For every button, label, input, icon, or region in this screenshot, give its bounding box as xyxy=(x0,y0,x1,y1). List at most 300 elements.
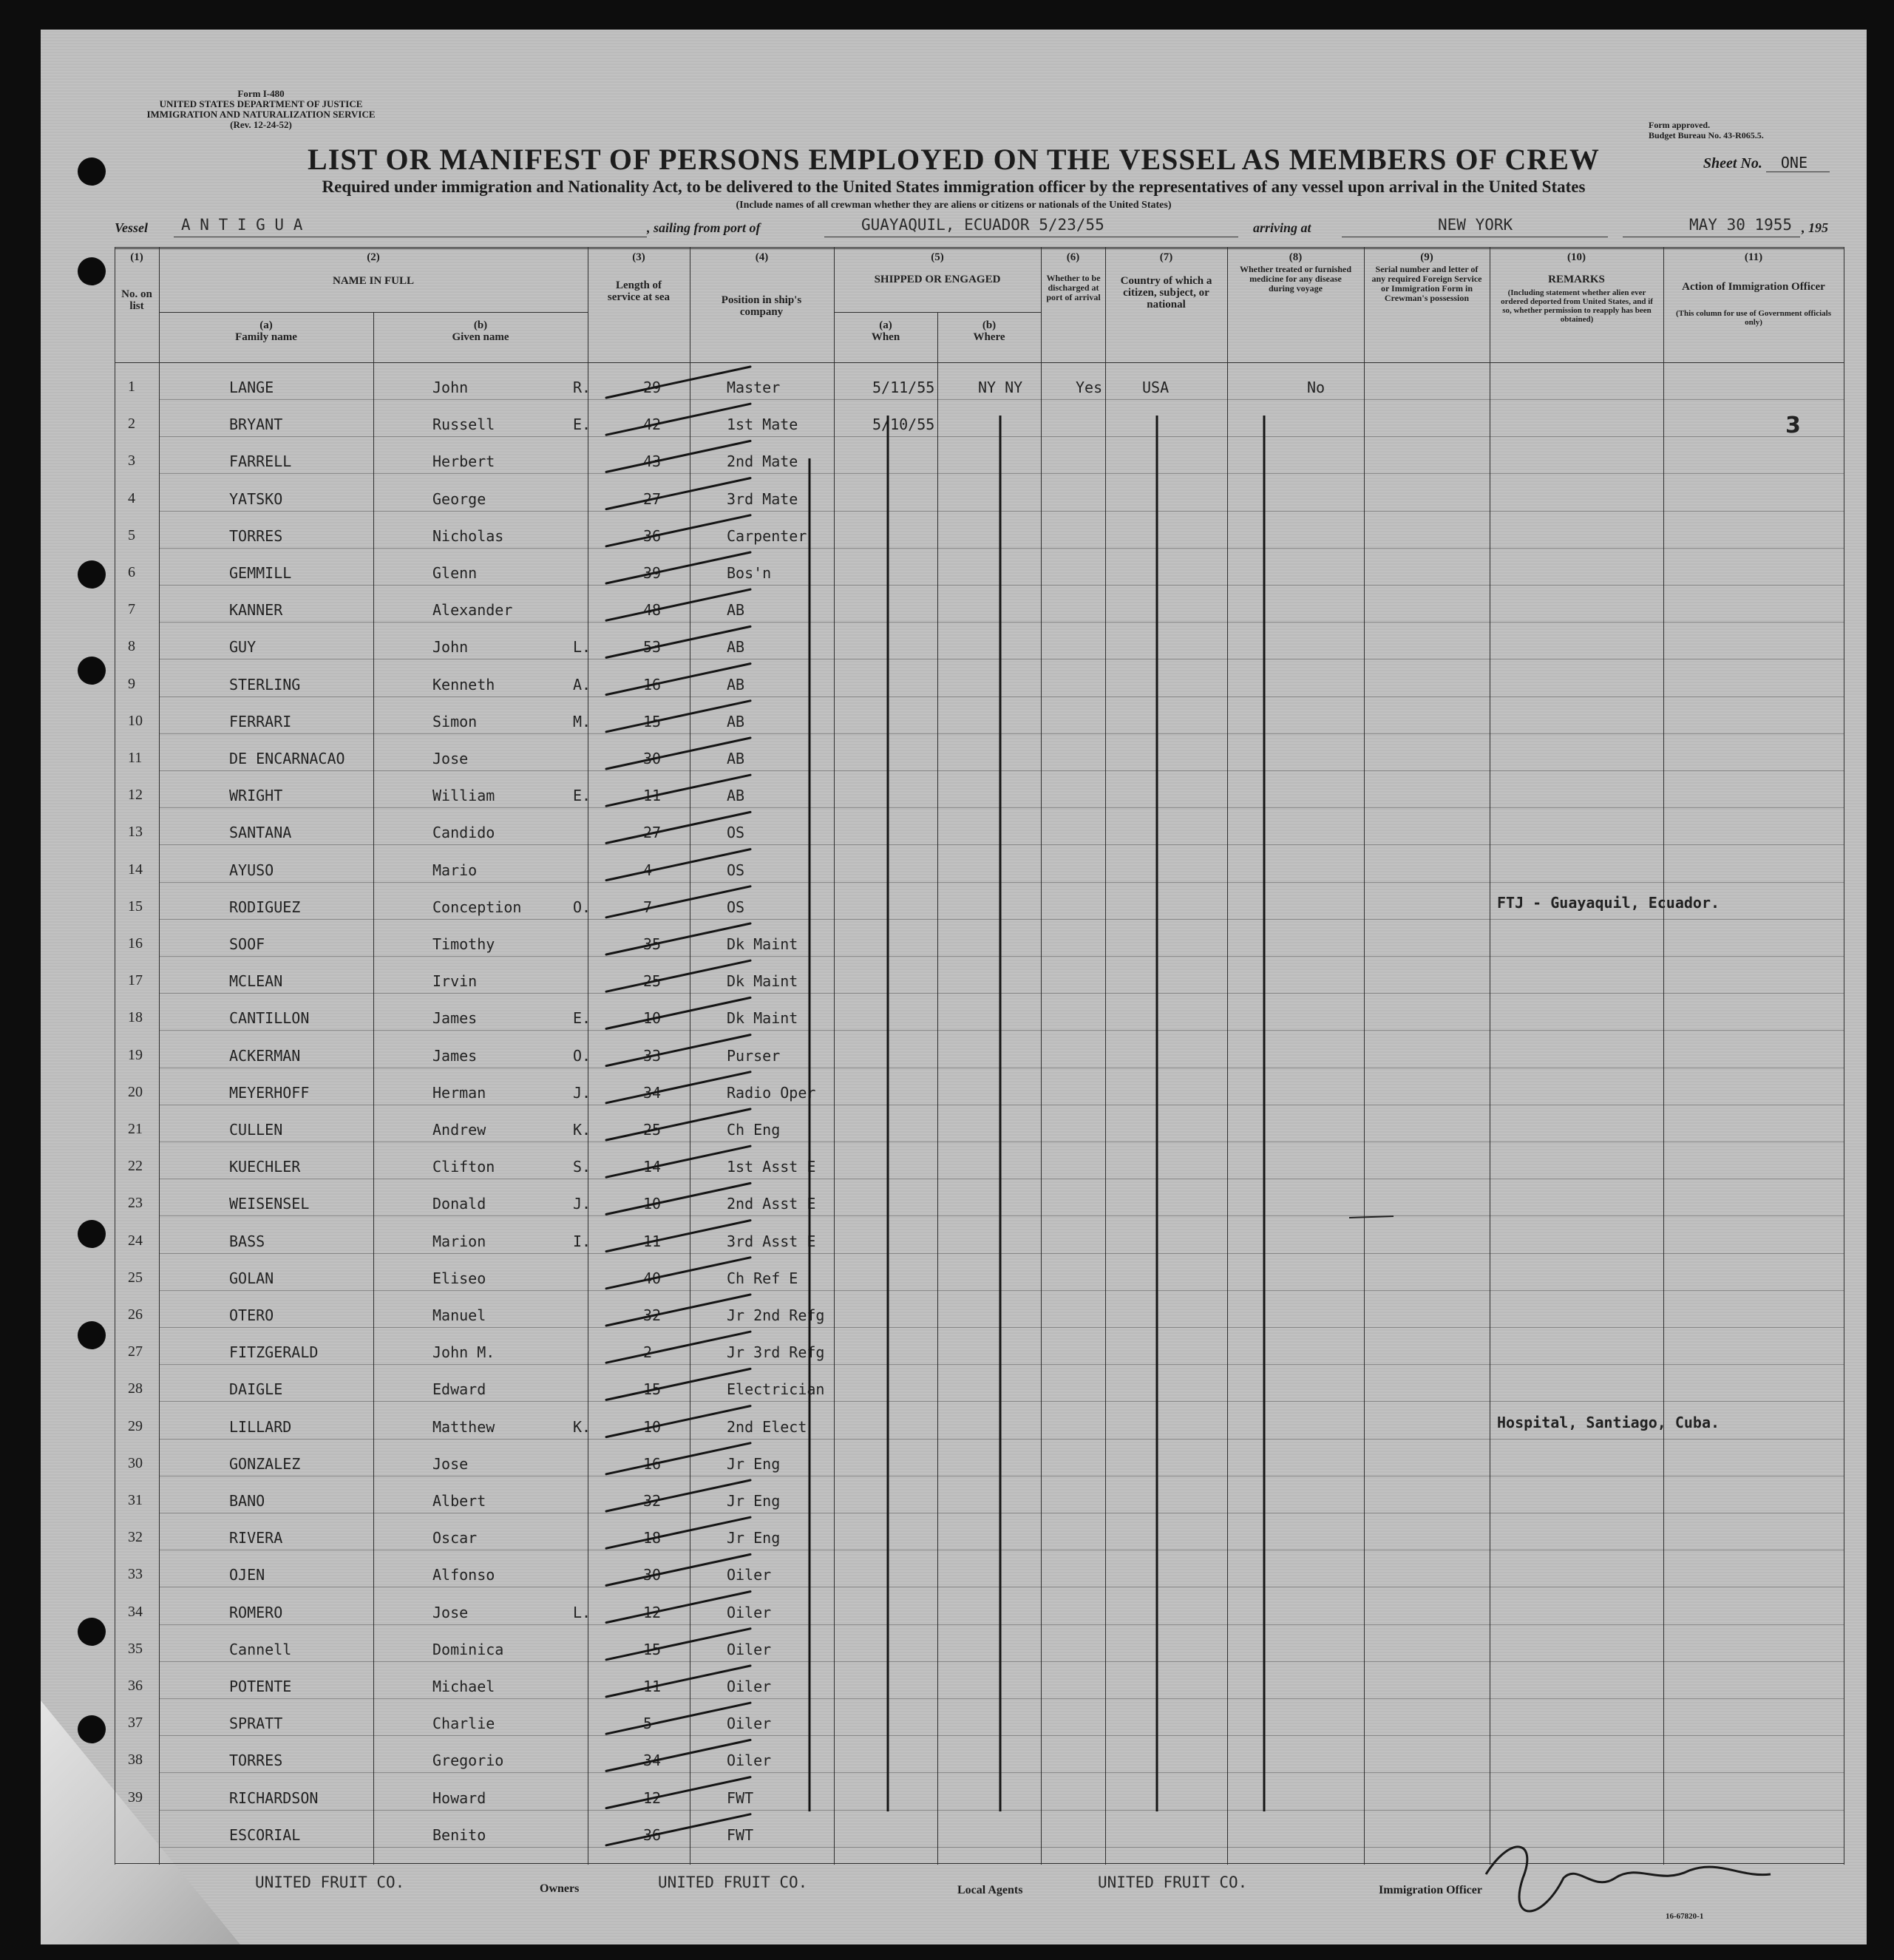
punch-hole xyxy=(78,560,106,589)
check-mark xyxy=(606,478,750,509)
list-number: 5 xyxy=(128,526,135,543)
middle-initial: S. xyxy=(573,1158,591,1176)
given-name: Glenn xyxy=(432,564,478,582)
service-length: 25 xyxy=(643,1121,662,1139)
col7-header: Country of which a citizen, subject, or national xyxy=(1120,275,1212,311)
check-mark xyxy=(606,515,750,546)
family-name: TORRES xyxy=(229,526,283,545)
col5-header: SHIPPED OR ENGAGED xyxy=(874,274,1001,285)
given-name: Jose xyxy=(432,1454,469,1473)
middle-initial: K. xyxy=(573,1121,591,1139)
given-name: George xyxy=(432,489,486,508)
page-title: LIST OR MANIFEST OF PERSONS EMPLOYED ON THE VESSEL AS MEMBERS OF CREW xyxy=(308,143,1600,176)
given-name: William xyxy=(432,787,495,805)
list-number: 34 xyxy=(128,1603,143,1620)
col11-header: Action of Immigration Officer xyxy=(1682,281,1825,293)
list-number: 3 xyxy=(128,452,135,469)
position: AB xyxy=(727,750,745,767)
service-length: 34 xyxy=(643,1752,662,1770)
list-number: 1 xyxy=(128,379,135,395)
check-mark xyxy=(606,923,750,954)
family-name: WRIGHT xyxy=(229,787,283,805)
service-length: 15 xyxy=(643,1380,662,1399)
family-name: AYUSO xyxy=(229,861,274,879)
given-name: Jose xyxy=(432,750,469,767)
remarks: Hospital, Santiago, Cuba. xyxy=(1497,1413,1720,1431)
service-length: 27 xyxy=(643,824,662,842)
family-name: GUY xyxy=(229,638,257,657)
service-length: 15 xyxy=(643,1640,662,1658)
punch-hole xyxy=(78,257,106,285)
position: Jr Eng xyxy=(727,1492,781,1510)
position: Oiler xyxy=(727,1566,772,1584)
service-length: 7 xyxy=(643,898,653,916)
check-mark xyxy=(606,1443,750,1474)
given-name: Kenneth xyxy=(432,675,495,694)
list-number: 35 xyxy=(128,1640,143,1657)
position: 2nd Mate xyxy=(727,452,798,471)
check-mark xyxy=(606,1592,750,1623)
list-number: 37 xyxy=(128,1715,143,1732)
given-name: John M. xyxy=(432,1343,495,1362)
middle-initial: L. xyxy=(573,638,591,657)
given-name: Timothy xyxy=(432,935,495,953)
family-name: Cannell xyxy=(229,1640,292,1658)
position: Oiler xyxy=(727,1752,772,1770)
arriving-label: arriving at xyxy=(1253,220,1311,235)
service-length: 5 xyxy=(643,1715,653,1733)
position: Jr Eng xyxy=(727,1454,781,1473)
given-name: Jose xyxy=(432,1603,469,1621)
form-number: Form I-480 xyxy=(237,88,285,99)
middle-initial: O. xyxy=(573,898,591,916)
remarks: FTJ - Guayaquil, Ecuador. xyxy=(1497,893,1720,912)
given-name: Manuel xyxy=(432,1306,486,1324)
service-length: 36 xyxy=(643,1825,662,1844)
form-code: 16-67820-1 xyxy=(1666,1912,1704,1921)
given-name: Alexander xyxy=(432,601,513,620)
col5b-header: Where xyxy=(973,331,1005,343)
position: 2nd Elect xyxy=(727,1417,807,1436)
given-name: Nicholas xyxy=(432,526,504,545)
family-name: CULLEN xyxy=(229,1121,283,1139)
check-mark xyxy=(606,441,750,472)
given-name: Albert xyxy=(432,1492,486,1510)
punch-hole xyxy=(78,1220,106,1248)
position: AB xyxy=(727,638,745,657)
list-number: 23 xyxy=(128,1195,143,1212)
family-name: FERRARI xyxy=(229,712,292,730)
check-mark xyxy=(606,1183,750,1214)
col9-header: Serial number and letter of any required Foreign Service or Immigration Form in Crewman's possession xyxy=(1371,264,1482,303)
position: AB xyxy=(727,601,745,620)
pen-marks xyxy=(41,30,1867,1944)
position: Radio Oper xyxy=(727,1083,816,1102)
sheet-value: ONE xyxy=(1766,154,1830,172)
service-length: 32 xyxy=(643,1492,662,1510)
service-length: 34 xyxy=(643,1083,662,1102)
service-length: 10 xyxy=(643,1009,662,1028)
agents-label: Local Agents xyxy=(957,1884,1023,1896)
service-length: 10 xyxy=(643,1195,662,1213)
service-length: 4 xyxy=(643,861,653,879)
middle-initial: J. xyxy=(573,1083,591,1102)
service-length: 25 xyxy=(643,972,662,991)
family-name: RICHARDSON xyxy=(229,1788,319,1807)
family-name: BRYANT xyxy=(229,416,283,434)
page-subtitle: Required under immigration and Nationality Act, to be delivered to the United States immigration officer by the representatives of any vessel upon arrival in the United States xyxy=(322,177,1586,196)
position: FWT xyxy=(727,1788,754,1807)
list-number: 20 xyxy=(128,1083,143,1100)
family-name: RIVERA xyxy=(229,1529,283,1547)
list-number: 31 xyxy=(128,1492,143,1508)
approved-text: Form approved. xyxy=(1649,120,1711,130)
position: Jr Eng xyxy=(727,1529,781,1547)
given-name: Dominica xyxy=(432,1640,504,1658)
family-name: BASS xyxy=(229,1232,265,1250)
punch-hole xyxy=(78,657,106,685)
service-length: 29 xyxy=(643,379,662,396)
punch-hole xyxy=(78,1321,106,1349)
service-length: 14 xyxy=(643,1158,662,1176)
check-mark xyxy=(606,404,750,435)
position: AB xyxy=(727,787,745,805)
position: Purser xyxy=(727,1046,781,1065)
check-mark xyxy=(606,1369,750,1400)
vessel-name: A N T I G U A xyxy=(181,216,303,234)
list-number: 28 xyxy=(128,1380,143,1397)
col6-header: Whether to be discharged at port of arrival xyxy=(1046,273,1101,302)
col10-note: (Including statement whether alien ever ordered deported from United States, and if so, whether permission to reapply has been obtained) xyxy=(1501,288,1653,324)
departure-port: GUAYAQUIL, ECUADOR 5/23/55 xyxy=(861,216,1104,234)
list-number: 15 xyxy=(128,898,143,915)
position: FWT xyxy=(727,1825,754,1844)
col3-number: (3) xyxy=(632,251,645,263)
service-length: 35 xyxy=(643,935,662,953)
list-number: 29 xyxy=(128,1417,143,1434)
col8-number: (8) xyxy=(1289,251,1303,263)
position: OS xyxy=(727,861,745,879)
shipped-when: 5/11/55 xyxy=(872,379,935,396)
inclusion-note: (Include names of all crewman whether they are aliens or citizens or nationals of the United States) xyxy=(736,200,1172,211)
family-name: MCLEAN xyxy=(229,972,283,991)
position: Bos'n xyxy=(727,564,772,582)
family-name: TORRES xyxy=(229,1752,283,1770)
service-length: 11 xyxy=(643,1678,662,1695)
given-name: Marion xyxy=(432,1232,486,1250)
family-name: DE ENCARNACAO xyxy=(229,750,345,767)
middle-initial: E. xyxy=(573,1009,591,1028)
check-mark xyxy=(606,1035,750,1066)
service-length: 48 xyxy=(643,601,662,620)
owners-label: Owners xyxy=(540,1882,580,1895)
family-name: GEMMILL xyxy=(229,564,292,582)
arrival-date: MAY 30 1955 xyxy=(1689,216,1793,234)
check-mark xyxy=(606,1480,750,1511)
family-name: ACKERMAN xyxy=(229,1046,301,1065)
punch-hole xyxy=(78,1618,106,1646)
family-name: SPRATT xyxy=(229,1715,283,1733)
owners-value: UNITED FRUIT CO. xyxy=(658,1873,808,1891)
position: Master xyxy=(727,379,781,396)
service-length: 15 xyxy=(643,712,662,730)
family-name: GOLAN xyxy=(229,1269,274,1287)
middle-initial: A. xyxy=(573,675,591,694)
given-name: Simon xyxy=(432,712,478,730)
check-mark xyxy=(606,1406,750,1437)
middle-initial: I. xyxy=(573,1232,591,1250)
family-name: YATSKO xyxy=(229,489,283,508)
check-mark xyxy=(606,1295,750,1326)
service-length: 10 xyxy=(643,1417,662,1436)
family-name: DAIGLE xyxy=(229,1380,283,1399)
position: Oiler xyxy=(727,1715,772,1733)
check-mark xyxy=(606,1332,750,1363)
col5a-header: When xyxy=(871,331,900,343)
service-length: 33 xyxy=(643,1046,662,1065)
service-length: 16 xyxy=(643,675,662,694)
position: OS xyxy=(727,824,745,842)
list-number: 32 xyxy=(128,1529,143,1546)
position: Dk Maint xyxy=(727,1009,798,1028)
service-length: 18 xyxy=(643,1529,662,1547)
given-name: Oscar xyxy=(432,1529,478,1547)
sailing-label: , sailing from port of xyxy=(647,220,761,235)
family-name: CANTILLON xyxy=(229,1009,310,1028)
family-name: STERLING xyxy=(229,675,301,694)
check-mark xyxy=(606,1554,750,1585)
position: Ch Ref E xyxy=(727,1269,798,1287)
check-mark xyxy=(606,367,750,398)
family-name: FARRELL xyxy=(229,452,292,471)
service-length: 30 xyxy=(643,1566,662,1584)
year-label: , 195 xyxy=(1802,220,1828,235)
list-number: 7 xyxy=(128,601,135,618)
position: 2nd Asst E xyxy=(727,1195,816,1213)
given-name: Matthew xyxy=(432,1417,495,1436)
given-name: James xyxy=(432,1046,478,1065)
family-name: KUECHLER xyxy=(229,1158,301,1176)
given-name: Candido xyxy=(432,824,495,842)
budget-number: Budget Bureau No. 43-R065.5. xyxy=(1649,130,1764,140)
middle-initial: K. xyxy=(573,1417,591,1436)
col4-number: (4) xyxy=(755,251,769,263)
check-mark xyxy=(606,886,750,918)
list-number: 18 xyxy=(128,1009,143,1026)
given-name: John xyxy=(432,379,469,396)
family-name: BANO xyxy=(229,1492,265,1510)
list-number: 19 xyxy=(128,1046,143,1063)
check-mark xyxy=(606,738,750,769)
position: AB xyxy=(727,675,745,694)
service-length: 36 xyxy=(643,526,662,545)
ditto-lines xyxy=(809,416,1264,1811)
service-length: 40 xyxy=(643,1269,662,1287)
list-number: 16 xyxy=(128,935,143,952)
list-number: 24 xyxy=(128,1232,143,1249)
col7-number: (7) xyxy=(1159,251,1173,263)
check-mark xyxy=(606,775,750,806)
middle-initial: R. xyxy=(573,379,591,396)
given-name: Alfonso xyxy=(432,1566,495,1584)
list-number: 27 xyxy=(128,1343,143,1360)
manifest-sheet xyxy=(41,30,1867,1944)
list-number: 25 xyxy=(128,1269,143,1286)
list-number: 2 xyxy=(128,416,135,433)
list-number: 36 xyxy=(128,1678,143,1694)
given-name: Donald xyxy=(432,1195,486,1213)
col5-number: (5) xyxy=(931,251,944,263)
list-number: 22 xyxy=(128,1158,143,1175)
check-mark xyxy=(606,960,750,991)
service-length: 32 xyxy=(643,1306,662,1324)
family-name: SOOF xyxy=(229,935,265,953)
service-length: 12 xyxy=(643,1603,662,1621)
shipped-where: NY NY xyxy=(978,379,1023,396)
list-number: 8 xyxy=(128,638,135,655)
col2-header: NAME IN FULL xyxy=(332,275,414,287)
check-mark xyxy=(606,701,750,732)
given-name: Russell xyxy=(432,416,495,434)
given-name: John xyxy=(432,638,469,657)
middle-initial: E. xyxy=(573,416,591,434)
department-name: UNITED STATES DEPARTMENT OF JUSTICE xyxy=(159,98,363,109)
service-name: IMMIGRATION AND NATURALIZATION SERVICE xyxy=(146,109,376,120)
check-mark xyxy=(606,1146,750,1177)
family-name: LANGE xyxy=(229,379,274,396)
list-number: 9 xyxy=(128,675,135,692)
list-number: 30 xyxy=(128,1454,143,1471)
family-name: OJEN xyxy=(229,1566,265,1584)
check-mark xyxy=(606,1740,750,1771)
position: 1st Mate xyxy=(727,416,798,434)
citizenship: USA xyxy=(1142,379,1170,396)
agents-value: UNITED FRUIT CO. xyxy=(1098,1873,1248,1891)
given-name: James xyxy=(432,1009,478,1028)
punch-hole xyxy=(78,1715,106,1743)
check-mark xyxy=(606,812,750,843)
arrival-port: NEW YORK xyxy=(1438,216,1513,234)
col11-note: (This column for use of Government officials only) xyxy=(1675,309,1831,327)
position: Oiler xyxy=(727,1640,772,1658)
check-mark xyxy=(606,1629,750,1660)
family-name: MEYERHOFF xyxy=(229,1083,310,1102)
list-number: 26 xyxy=(128,1306,143,1323)
family-name: WEISENSEL xyxy=(229,1195,310,1213)
service-length: 12 xyxy=(643,1788,662,1807)
service-length: 27 xyxy=(643,489,662,508)
col9-number: (9) xyxy=(1420,251,1433,263)
officer-action: 3 xyxy=(1785,413,1801,439)
given-name: Benito xyxy=(432,1825,486,1844)
check-mark xyxy=(606,1703,750,1734)
officer-signature xyxy=(1486,1847,1771,1911)
family-name: ROMERO xyxy=(229,1603,283,1621)
position: Electrician xyxy=(727,1380,825,1399)
check-mark xyxy=(606,1109,750,1140)
col2-number: (2) xyxy=(367,251,380,263)
col2b-header: Given name xyxy=(452,331,509,343)
owner-company: UNITED FRUIT CO. xyxy=(255,1873,405,1891)
col1-number: (1) xyxy=(130,251,143,263)
given-name: Irvin xyxy=(432,972,478,991)
check-mark xyxy=(606,850,750,881)
family-name: RODIGUEZ xyxy=(229,898,301,916)
list-number: 38 xyxy=(128,1752,143,1769)
given-name: Michael xyxy=(432,1678,495,1695)
list-number: 39 xyxy=(128,1788,143,1805)
position: Oiler xyxy=(727,1603,772,1621)
given-name: Charlie xyxy=(432,1715,495,1733)
list-number: 10 xyxy=(128,712,143,729)
check-mark xyxy=(606,1072,750,1103)
sheet-label: Sheet No. xyxy=(1703,155,1762,172)
family-name: LILLARD xyxy=(229,1417,292,1436)
punch-hole xyxy=(78,157,106,186)
col2b-number: (b) xyxy=(473,319,488,331)
shipped-when: 5/10/55 xyxy=(872,416,935,434)
given-name: Clifton xyxy=(432,1158,495,1176)
position: Dk Maint xyxy=(727,972,798,991)
vessel-label: Vessel xyxy=(115,220,148,235)
officer-label: Immigration Officer xyxy=(1379,1884,1482,1896)
list-number: 6 xyxy=(128,564,135,580)
list-number: 11 xyxy=(128,750,143,766)
position: 1st Asst E xyxy=(727,1158,816,1176)
middle-initial: O. xyxy=(573,1046,591,1065)
given-name: Conception xyxy=(432,898,522,916)
check-mark xyxy=(606,1258,750,1289)
given-name: Mario xyxy=(432,861,478,879)
service-length: 42 xyxy=(643,416,662,434)
col5b-number: (b) xyxy=(982,319,997,331)
service-length: 16 xyxy=(643,1454,662,1473)
check-mark xyxy=(606,552,750,583)
check-mark xyxy=(606,589,750,620)
col6-number: (6) xyxy=(1066,251,1080,263)
list-number: 33 xyxy=(128,1566,143,1583)
list-number: 14 xyxy=(128,861,143,878)
check-mark xyxy=(606,1666,750,1697)
col11-number: (11) xyxy=(1744,251,1763,263)
discharged: Yes xyxy=(1076,379,1103,396)
check-mark xyxy=(606,1517,750,1548)
check-mark xyxy=(606,997,750,1028)
col8-header: Whether treated or furnished medicine for any disease during voyage xyxy=(1240,264,1351,294)
col3-header: Length of service at sea xyxy=(607,279,671,303)
position: Oiler xyxy=(727,1678,772,1695)
check-mark xyxy=(606,626,750,657)
list-number: 12 xyxy=(128,787,143,804)
col1-header: No. on list xyxy=(121,288,152,312)
given-name: Howard xyxy=(432,1788,486,1807)
family-name: KANNER xyxy=(229,601,283,620)
given-name: Andrew xyxy=(432,1121,486,1139)
service-length: 53 xyxy=(643,638,662,657)
service-length: 43 xyxy=(643,452,662,471)
family-name: SANTANA xyxy=(229,824,292,842)
service-length: 11 xyxy=(643,787,662,805)
list-number: 17 xyxy=(128,972,143,989)
middle-initial: E. xyxy=(573,787,591,805)
col2a-header: Family name xyxy=(235,331,297,343)
col10-header: REMARKS xyxy=(1548,274,1605,285)
check-mark xyxy=(606,1814,750,1845)
list-number: 21 xyxy=(128,1121,143,1137)
col10-number: (10) xyxy=(1567,251,1586,263)
check-mark xyxy=(606,664,750,695)
service-length: 39 xyxy=(643,564,662,582)
